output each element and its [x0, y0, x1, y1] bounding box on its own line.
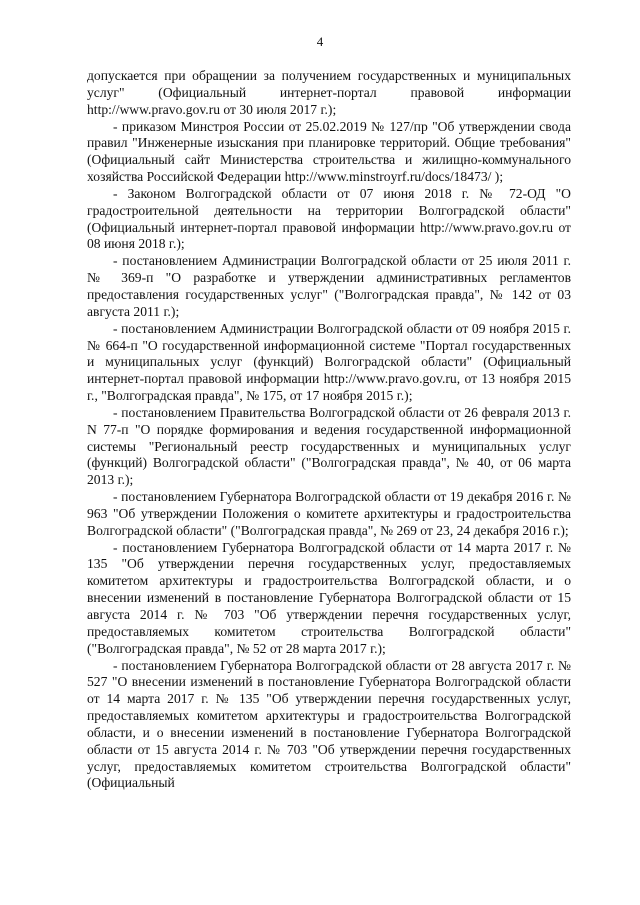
paragraph-admin-resolution-664: - постановлением Администрации Волгоградской области от 09 ноября 2015 г. № 664-п "О государственной информационной системе "Портал государственных и муниципальных услуг (функций) Волгоградской области" (Официальный интернет-портал правовой информации http://www.pravo.gov.ru, от 13 ноября 2015 г., "Волгоградская правда", № 175, от 17 ноября 2015 г.);	[87, 320, 571, 404]
paragraph-continuation: допускается при обращении за получением государственных и муниципальных услуг" (Официальный интернет-портал правовой информации http://www.pravo.gov.ru от 30 июля 2017 г.);	[87, 68, 571, 117]
paragraph-governor-resolution-963: - постановлением Губернатора Волгоградской области от 19 декабря 2016 г. № 963 "Об утверждении Положения о комитете архитектуры и градостроительства Волгоградской области" ("Волгоградская правда", № 269 от 23, 24 декабря 2016 г.);	[87, 489, 571, 538]
paragraph-governor-resolution-135: - постановлением Губернатора Волгоградской области от 14 марта 2017 г. № 135 "Об утверждении перечня государственных услуг, предоставляемых комитетом архитектуры и градостроительства Волгоградской области, и о внесении изменений в постановление Губернатора Волгоградской области от 15 августа 2014 г. № 703 "Об утверждении перечня государственных услуг, предоставляемых комитетом строительства Волгоградской области" ("Волгоградская правда", № 52 от 28 марта 2017 г.);	[87, 539, 571, 656]
paragraph-government-resolution-77: - постановлением Правительства Волгоградской области от 26 февраля 2013 г. N 77-п "О порядке формирования и ведения государственной информационной системы "Региональный реестр государственных и муниципальных услуг (функций) Волгоградской области" ("Волгоградская правда", № 40, от 06 марта 2013 г.);	[87, 404, 571, 488]
paragraph-governor-resolution-527: - постановлением Губернатора Волгоградской области от 28 августа 2017 г. № 527 "О внесении изменений в постановление Губернатора Волгоградской области от 14 марта 2017 г. № 135 "Об утверждении перечня государственных услуг, предоставляемых комитетом архитектуры и градостроительства Волгоградской области, и о внесении изменений в постановление Губернатора Волгоградской области от 15 августа 2014 г. № 703 "Об утверждении перечня государственных услуг, предоставляемых комитетом строительства Волгоградской области" (Официальный	[87, 657, 571, 791]
paragraph-volgograd-law: - Законом Волгоградской области от 07 июня 2018 г. № 72-ОД "О градостроительной деятельности на территории Волгоградской области" (Официальный интернет-портал правовой информации http://www.pravo.gov.ru от 08 июня 2018 г.);	[87, 185, 571, 252]
paragraph-minstroy-order: - приказом Минстроя России от 25.02.2019 № 127/пр "Об утверждении свода правил "Инженерные изыскания при планировке территорий. Общие требования" (Официальный сайт Министерства строительства и жилищно-коммунального хозяйства Российской Федерации http://www.minstroyrf.ru/docs/18473/ );	[87, 118, 571, 185]
paragraph-admin-resolution-369: - постановлением Администрации Волгоградской области от 25 июля 2011 г. № 369-п "О разработке и утверждении административных регламентов предоставления государственных услуг" ("Волгоградская правда", № 142 от 03 августа 2011 г.);	[87, 253, 571, 319]
page-number: 4	[316, 34, 324, 49]
document-body	[87, 68, 571, 792]
